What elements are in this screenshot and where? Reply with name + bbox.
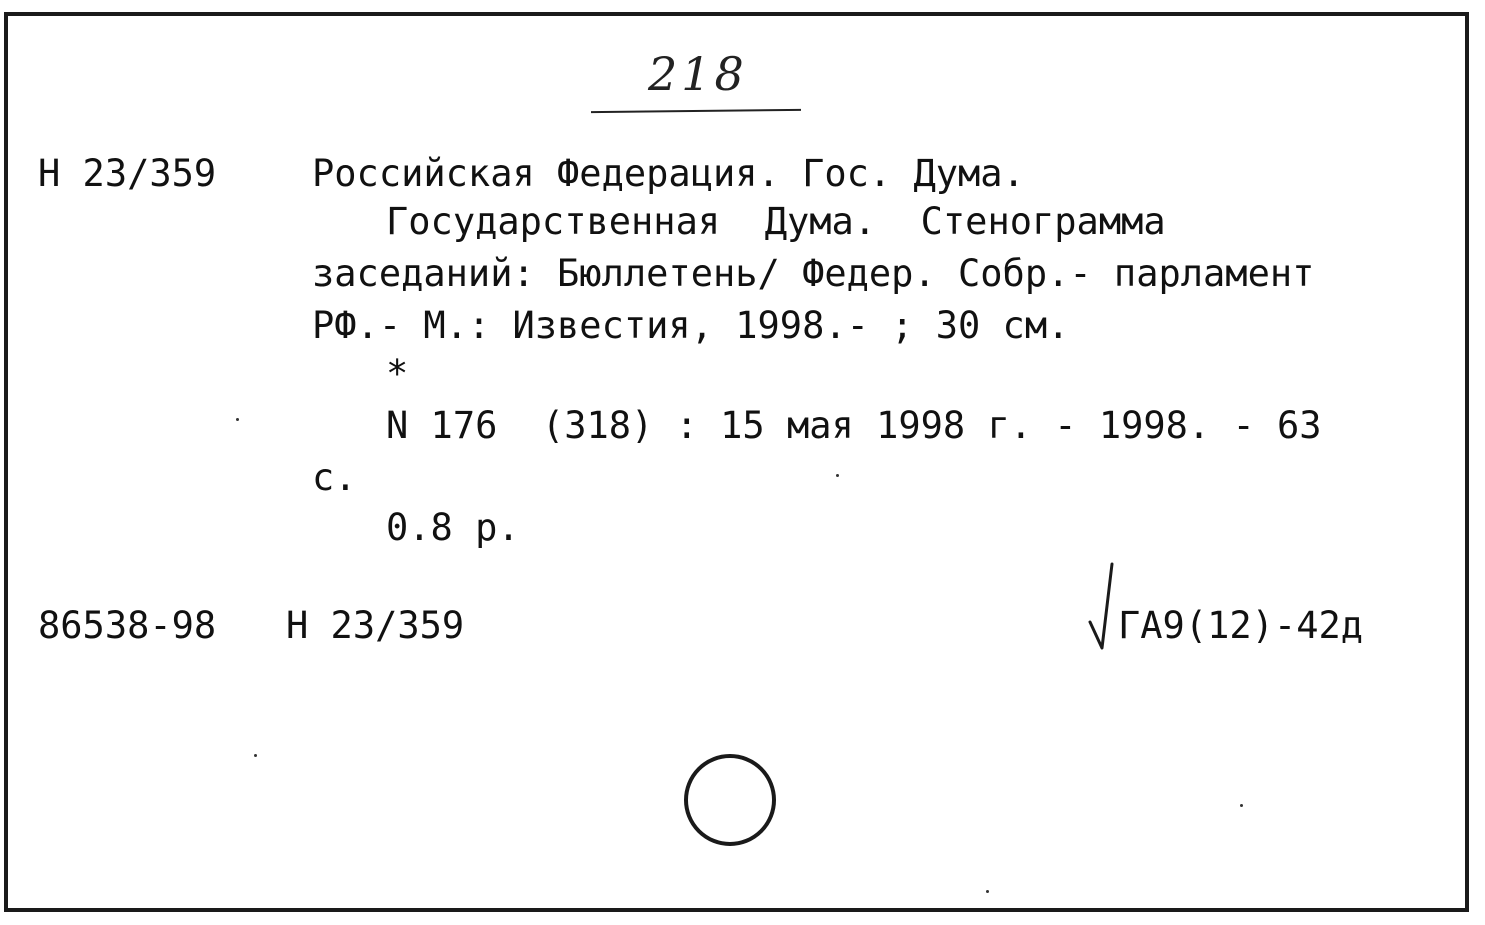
call-number: Н 23/359 xyxy=(38,152,217,195)
title-line-1: Государственная Дума. Стенограмма xyxy=(386,200,1166,243)
speck xyxy=(254,754,257,757)
title-line-3: РФ.- М.: Известия, 1998.- ; 30 см. xyxy=(312,304,1070,347)
heading: Российская Федерация. Гос. Дума. xyxy=(312,152,1025,195)
price: 0.8 р. xyxy=(386,506,520,549)
issue-line-1: N 176 (318) : 15 мая 1998 г. - 1998. - 63 xyxy=(386,404,1322,447)
classification-code: ГА9(12)-42д xyxy=(1118,604,1364,647)
handwritten-underline xyxy=(591,109,801,113)
stamp-circle xyxy=(684,754,776,846)
separator-star: * xyxy=(386,352,409,395)
speck xyxy=(986,890,989,893)
speck xyxy=(1240,804,1243,807)
inventory-number: 86538-98 xyxy=(38,604,217,647)
handwritten-card-number: 218 xyxy=(648,47,748,101)
speck xyxy=(236,418,239,421)
bottom-call-number: Н 23/359 xyxy=(286,604,465,647)
title-line-2: заседаний: Бюллетень/ Федер. Собр.- парламент xyxy=(312,252,1315,295)
issue-line-2: с. xyxy=(312,456,357,499)
catalog-card xyxy=(4,12,1469,912)
speck xyxy=(836,474,839,477)
